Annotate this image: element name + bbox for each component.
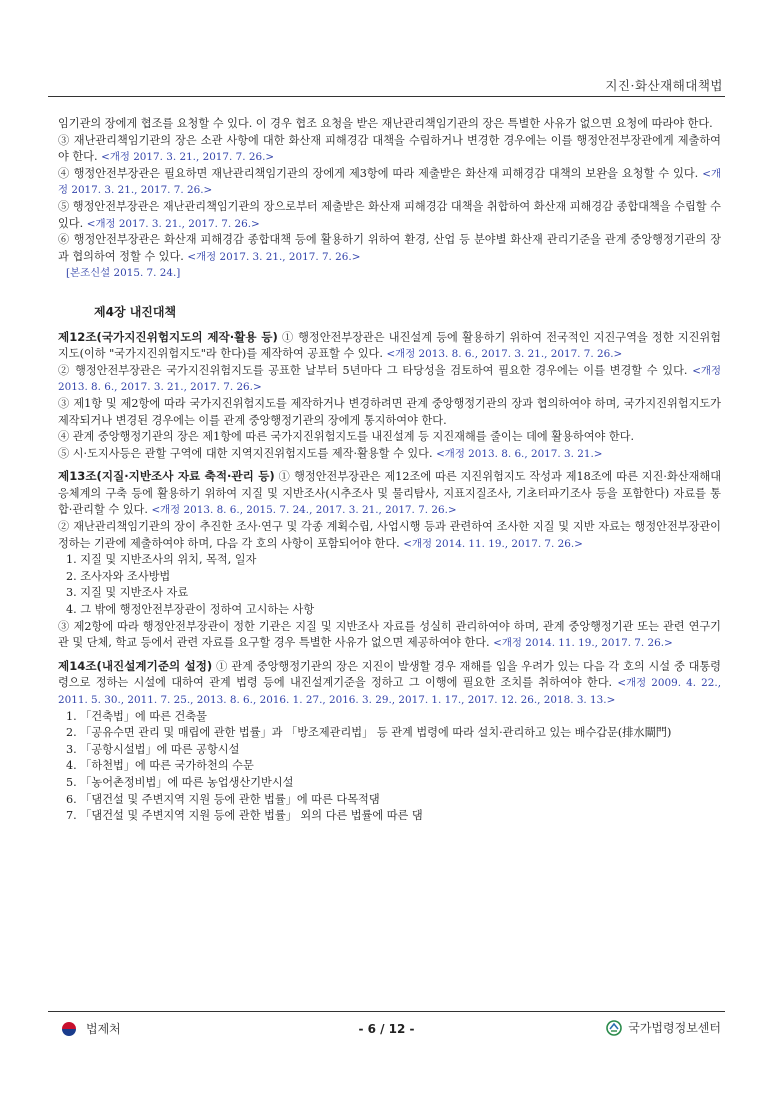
paragraph-3: ③ 재난관리책임기관의 장은 소관 사항에 대한 화산재 피해경감 대책을 수립하거나 변경한 경우에는 이를 행정안전부장관에게 제출하여야 한다. <개정 2017. 3. 21., 2017. 7. 26.> [58, 133, 721, 164]
article-title: 제13조(지질·지반조사 자료 축적·관리 등) [58, 469, 275, 484]
list-item: 1. 「건축법」에 따른 건축물 [66, 709, 207, 723]
document-body [58, 116, 721, 825]
paragraph-2: ② 행정안전부장관은 국가지진위험지도를 공표한 날부터 5년마다 그 타당성을 검토하여 필요한 경우에는 이를 변경할 수 있다. <개정 2013. 8. 6., 2017. 3. 21., 2017. 7. 26.> [58, 363, 721, 394]
amendment-note: <개정 2009. 4. 22., 2011. 5. 30., 2011. 7. 25., 2013. 8. 6., 2016. 1. 27., 2016. 3. 29., 2017. 1. 17., 2017. 12. 26., 2018. 3. 13.> [58, 677, 721, 706]
article-12: 제12조(국가지진위험지도의 제작·활용 등) ① 행정안전부장관은 내진설계 등에 활용하기 위하여 전국적인 지진구역을 정한 지진위험지도(이하 "국가지진위험지도"라 한다)를 제작하여 공표할 수 있다. <개정 2013. 8. 6., 2017. 3. 21., 2017. 7. 26.> ② 행정안전부장관은 국가지진위험지도를 공표한 날부터 5년마다 그 타당성을 검토하여 필요한 경우에는 이를 변경할 수 있다. <개정 2013. 8. 6., 2017. 3. 21., 2017. 7. 26.> ③ 제1항 및 제2항에 따라 국가지진위험지도를 제작하거나 변경하려면 관계 중앙행정기관의 장과 협의하여야 하며, 국가지진위험지도가 제작되거나 변경된 경우에는 이를 관계 중앙행정기관의 장에게 통지하여야 한다. ④ 관계 중앙행정기관의 장은 제1항에 따른 국가지진위험지도를 내진설계 등 지진재해를 줄이는 데에 활용하여야 한다. ⑤ 시·도지사등은 관할 구역에 대한 지역지진위험지도를 제작·활용할 수 있다. <개정 2013. 8. 6., 2017. 3. 21.> [58, 329, 721, 463]
law-center-logo-icon [606, 1020, 622, 1036]
amendment-note: <개정 2017. 3. 21., 2017. 7. 26.> [101, 151, 275, 164]
list-item: 2. 「공유수면 관리 및 매립에 관한 법률」과 「방조제관리법」 등 관계 법령에 따라 설치·관리하고 있는 배수갑문(排水閘門) [66, 726, 672, 740]
paragraph-4: ④ 행정안전부장관은 필요하면 재난관리책임기관의 장에게 제3항에 따라 제출받은 화산재 피해경감 대책의 보완을 요청할 수 있다. <개정 2017. 3. 21., 2017. 7. 26.> [58, 166, 721, 197]
amendment-note: <개정 2017. 3. 21., 2017. 7. 26.> [187, 250, 361, 263]
moleg-label: 법제처 [86, 1022, 121, 1036]
page-header [48, 64, 725, 97]
law-center-label: 국가법령정보센터 [628, 1021, 721, 1035]
article-title: 제12조(국가지진위험지도의 제작·활용 등) [58, 329, 278, 344]
amendment-note: <개정 2014. 11. 19., 2017. 7. 26.> [403, 537, 583, 550]
list-item: 3. 지질 및 지반조사 자료 [66, 586, 189, 600]
list-item: 1. 지질 및 지반조사의 위치, 목적, 일자 [66, 553, 257, 567]
list-item: 4. 그 밖에 행정안전부장관이 정하여 고시하는 사항 [66, 603, 315, 617]
page-number: - 6 / 12 - [358, 1022, 415, 1036]
amendment-note: <개정 2013. 8. 6., 2015. 7. 24., 2017. 3. 21., 2017. 7. 26.> [151, 504, 457, 517]
list-item: 7. 「댐건설 및 주변지역 지원 등에 관한 법률」 외의 다른 법률에 따른 댐 [66, 809, 423, 823]
paragraph-3: ③ 제1항 및 제2항에 따라 국가지진위험지도를 제작하거나 변경하려면 관계 중앙행정기관의 장과 협의하여야 하며, 국가지진위험지도가 제작되거나 변경된 경우에는 이를 관계 중앙행정기관의 장에게 통지하여야 한다. [58, 396, 721, 427]
amendment-note: <개정 2017. 3. 21., 2017. 7. 26.> [58, 167, 721, 197]
paragraph-5: ⑤ 행정안전부장관은 재난관리책임기관의 장으로부터 제출받은 화산재 피해경감 대책을 취합하여 화산재 피해경감 종합대책을 수립할 수 있다. <개정 2017. 3. 21., 2017. 7. 26.> [58, 199, 721, 230]
amendment-note: <개정 2013. 8. 6., 2017. 3. 21.> [436, 447, 603, 460]
chapter-heading: 제4장 내진대책 [94, 304, 177, 319]
article-14: 제14조(내진설계기준의 설정) ① 관계 중앙행정기관의 장은 지진이 발생할 경우 재해를 입을 우려가 있는 다음 각 호의 시설 중 대통령령으로 정하는 시설에 대하여 관계 법령 등에 내진설계기준을 정하고 그 이행에 필요한 조치를 취하여야 한다. <개정 2009. 4. 22., 2011. 5. 30., 2011. 7. 25., 2013. 8. 6., 2016. 1. 27., 2016. 3. 29., 2017. 1. 17., 2017. 12. 26., 2018. 3. 13.> 1. 「건축법」에 따른 건축물 2. 「공유수면 관리 및 매립에 관한 법률」과 「방조제관리법」 등 관계 법령에 따라 설치·관리하고 있는 배수갑문(排水閘門) 3. 「공항시설법」에 따른 공항시설 4. 「하천법」에 따른 국가하천의 수문 5. 「농어촌정비법」에 따른 농업생산기반시설 6. 「댐건설 및 주변지역 지원 등에 관한 법률」에 따른 다목적댐 7. 「댐건설 및 주변지역 지원 등에 관한 법률」 외의 다른 법률에 따른 댐 [58, 658, 721, 825]
amendment-note: <개정 2013. 8. 6., 2017. 3. 21., 2017. 7. 26.> [386, 348, 623, 361]
list-item: 2. 조사자와 조사방법 [66, 569, 171, 583]
amendment-note: <개정 2017. 3. 21., 2017. 7. 26.> [86, 217, 260, 230]
paragraph: 임기관의 장에게 협조를 요청할 수 있다. 이 경우 협조 요청을 받은 재난관리책임기관의 장은 특별한 사유가 없으면 요청에 따라야 한다. [58, 117, 713, 130]
paragraph-5: ⑤ 시·도지사등은 관할 구역에 대한 지역지진위험지도를 제작·활용할 수 있다. <개정 2013. 8. 6., 2017. 3. 21.> [58, 446, 603, 460]
paragraph-6: ⑥ 행정안전부장관은 화산재 피해경감 종합대책 등에 활용하기 위하여 환경, 산업 등 분야별 화산재 관리기준을 관계 중앙행정기관의 장과 협의하여 정할 수 있다. <개정 2017. 3. 21., 2017. 7. 26.> [58, 233, 721, 263]
list-item: 6. 「댐건설 및 주변지역 지원 등에 관한 법률」에 따른 다목적댐 [66, 792, 380, 806]
article-title: 제14조(내진설계기준의 설정) [58, 658, 213, 673]
paragraph-4: ④ 관계 중앙행정기관의 장은 제1항에 따른 국가지진위험지도를 내진설계 등 지진재해를 줄이는 데에 활용하여야 한다. [58, 430, 635, 444]
article-13: 제13조(지질·지반조사 자료 축적·관리 등) ① 행정안전부장관은 제12조에 따른 지진위험지도 작성과 제18조에 따른 지진·화산재해대응체계의 구축 등에 활용하기 위하여 지질 및 지반조사(시추조사 및 물리탐사, 지표지질조사, 기초터파기조사 등을 포함한다) 자료를 통합·관리할 수 있다. <개정 2013. 8. 6., 2015. 7. 24., 2017. 3. 21., 2017. 7. 26.> ② 재난관리책임기관의 장이 추진한 조사·연구 및 각종 계획수립, 사업시행 등과 관련하여 조사한 지질 및 지반 자료는 행정안전부장관이 정하는 기관에 제출하여야 하며, 다음 각 호의 사항이 포함되어야 한다. <개정 2014. 11. 19., 2017. 7. 26.> 1. 지질 및 지반조사의 위치, 목적, 일자 2. 조사자와 조사방법 3. 지질 및 지반조사 자료 4. 그 밖에 행정안전부장관이 정하여 고시하는 사항 ③ 제2항에 따라 행정안전부장관이 정한 기관은 지질 및 지반조사 자료를 성실히 관리하여야 하며, 관계 중앙행정기관 또는 관련 연구기관 및 단체, 학교 등에서 관련 자료를 요구할 경우 특별한 사유가 없으면 제공하여야 한다. <개정 2014. 11. 19., 2017. 7. 26.> [58, 468, 721, 652]
list-item: 5. 「농어촌정비법」에 따른 농업생산기반시설 [66, 775, 294, 789]
law-title-header: 지진·화산재해대책법 [605, 78, 723, 93]
paragraph-3: ③ 제2항에 따라 행정안전부장관이 정한 기관은 지질 및 지반조사 자료를 성실히 관리하여야 하며, 관계 중앙행정기관 또는 관련 연구기관 및 단체, 학교 등에서 관련 자료를 요구할 경우 특별한 사유가 없으면 제공하여야 한다. <개정 2014. 11. 19., 2017. 7. 26.> [58, 619, 721, 650]
page-footer [48, 1011, 725, 1048]
paragraph-2: ② 재난관리책임기관의 장이 추진한 조사·연구 및 각종 계획수립, 사업시행 등과 관련하여 조사한 지질 및 지반 자료는 행정안전부장관이 정하는 기관에 제출하여야 하며, 다음 각 호의 사항이 포함되어야 한다. <개정 2014. 11. 19., 2017. 7. 26.> [58, 520, 721, 550]
established-note: [본조신설 2015. 7. 24.] [66, 267, 181, 280]
amendment-note: <개정 2013. 8. 6., 2017. 3. 21., 2017. 7. 26.> [58, 364, 721, 394]
list-item: 3. 「공항시설법」에 따른 공항시설 [66, 742, 240, 756]
amendment-note: <개정 2014. 11. 19., 2017. 7. 26.> [493, 637, 673, 650]
list-item: 4. 「하천법」에 따른 국가하천의 수문 [66, 759, 254, 773]
